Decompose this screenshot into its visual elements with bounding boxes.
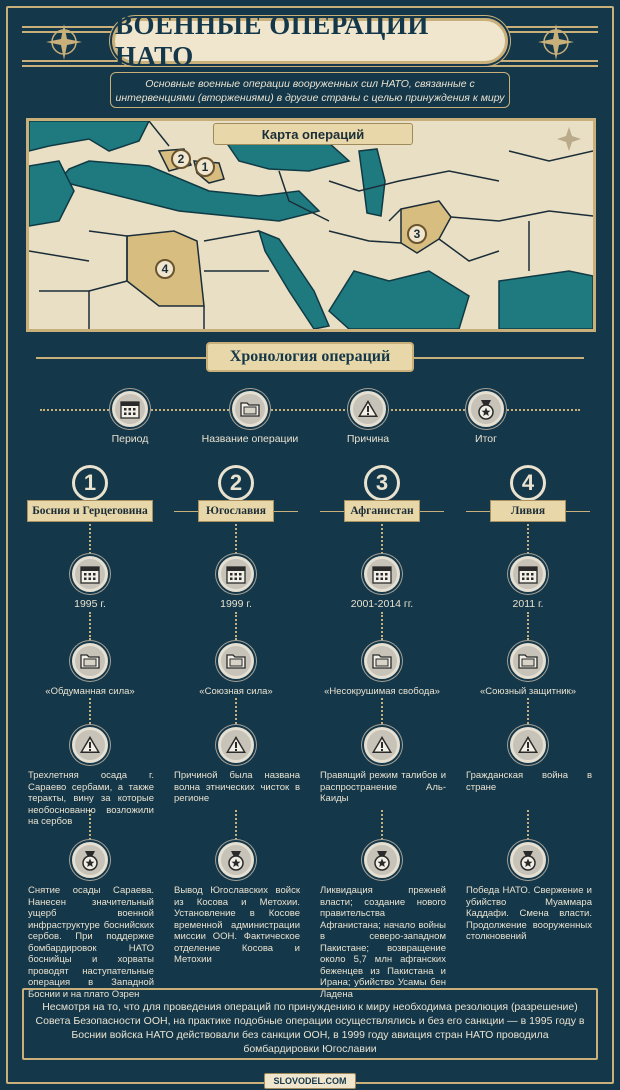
operation-name: «Союзная сила» xyxy=(199,686,273,697)
operation-reason: Трехлетняя осада г. Сараево сербами, а также теракты, вину за которые необоснованно возложили на сербов xyxy=(28,770,154,827)
legend-label: Период xyxy=(111,433,149,445)
dotted-connector xyxy=(235,612,237,640)
folder-icon xyxy=(510,643,546,679)
title-banner xyxy=(112,10,508,71)
dotted-connector xyxy=(527,524,529,554)
warning-icon xyxy=(218,727,254,763)
folder-icon xyxy=(364,643,400,679)
calendar-icon xyxy=(112,391,148,427)
star-medal-icon xyxy=(72,842,108,878)
map-marker-3: 3 xyxy=(407,224,427,244)
site-credit: SLOVODEL.COM xyxy=(264,1073,356,1089)
page-subtitle: Основные военные операции вооруженных сил НАТО, связанные с интервенциями (вторжениями) в другие страны с целью принуждения к миру xyxy=(110,72,510,108)
country-label: Ливия xyxy=(490,500,566,522)
country-label: Босния и Герцеговина xyxy=(27,500,153,522)
country-label: Афганистан xyxy=(344,500,420,522)
operation-result: Вывод Югославских войск из Косова и Метохии. Установление в Косове временной администрации миссии ООН. Фактическое отделение Косова и Метохии xyxy=(174,885,300,965)
compass-star-icon xyxy=(536,22,576,62)
legend-label: Название операции xyxy=(201,433,299,445)
operation-reason: Гражданская война в стране xyxy=(466,770,592,793)
operation-number: 2 xyxy=(218,465,254,501)
dotted-connector xyxy=(89,698,91,724)
map-marker-2: 2 xyxy=(171,149,191,169)
calendar-icon xyxy=(510,556,546,592)
page-title: ВОЕННЫЕ ОПЕРАЦИИ НАТО xyxy=(115,10,429,71)
dotted-connector xyxy=(235,810,237,840)
folder-icon xyxy=(72,643,108,679)
dotted-connector xyxy=(89,524,91,554)
compass-star-icon xyxy=(44,22,84,62)
legend-label: Причина xyxy=(346,433,390,445)
operation-reason: Правящий режим талибов и распространение Аль-Каиды xyxy=(320,770,446,804)
operation-number: 4 xyxy=(510,465,546,501)
operation-period: 1999 г. xyxy=(220,598,252,610)
country-label: Югославия xyxy=(198,500,274,522)
dotted-connector xyxy=(235,698,237,724)
map-marker-1: 1 xyxy=(195,157,215,177)
operation-reason: Причиной была названа волна этнических чисток в регионе xyxy=(174,770,300,804)
warning-icon xyxy=(364,727,400,763)
operation-name: «Обдуманная сила» xyxy=(45,686,135,697)
warning-icon xyxy=(350,391,386,427)
map-marker-4: 4 xyxy=(155,259,175,279)
legend-label: Итог xyxy=(475,433,497,445)
dotted-connector xyxy=(527,698,529,724)
operation-name: «Союзный защитник» xyxy=(479,686,577,697)
folder-icon xyxy=(218,643,254,679)
warning-icon xyxy=(72,727,108,763)
calendar-icon xyxy=(364,556,400,592)
warning-icon xyxy=(510,727,546,763)
star-medal-icon xyxy=(468,391,504,427)
operation-number: 1 xyxy=(72,465,108,501)
footer-note: Несмотря на то, что для проведения операций по принуждению к миру необходима резолюция (разрешение) Совета Безопасности ООН, на практике подобные операции осуществлялись и без его санкции — в 1995 году в Боснии войска НАТО действовали без санкции ООН, в 1999 году авиация стран НАТО проводила бомбардировки Югославии xyxy=(22,988,598,1060)
operation-result: Победа НАТО. Свержение и убийство Муаммара Каддафи. Смена власти. Продолжение вооруженных столкновений xyxy=(466,885,592,942)
star-medal-icon xyxy=(218,842,254,878)
star-medal-icon xyxy=(364,842,400,878)
star-medal-icon xyxy=(510,842,546,878)
folder-icon xyxy=(232,391,268,427)
operation-period: 2001-2014 гг. xyxy=(350,598,414,610)
dotted-connector xyxy=(381,612,383,640)
dotted-connector xyxy=(381,698,383,724)
map-graphic xyxy=(29,121,593,329)
dotted-connector xyxy=(527,810,529,840)
dotted-connector xyxy=(381,524,383,554)
dotted-connector xyxy=(235,524,237,554)
chronology-title: Хронология операций xyxy=(206,342,414,372)
operation-period: 1995 г. xyxy=(74,598,106,610)
dotted-connector xyxy=(89,612,91,640)
calendar-icon xyxy=(72,556,108,592)
operation-name: «Несокрушимая свобода» xyxy=(324,686,440,697)
operation-result: Ликвидация прежней власти; создание нового правительства Афганистана; начало войны в северо-западном Пакистане; возвращение около 5,7 млн афганских беженцев из Пакистана и Ирана; убийство Усамы бен Ладена xyxy=(320,885,446,1000)
dotted-connector xyxy=(381,810,383,840)
operation-number: 3 xyxy=(364,465,400,501)
dotted-connector xyxy=(527,612,529,640)
map-label: Карта операций xyxy=(213,123,413,145)
calendar-icon xyxy=(218,556,254,592)
operation-period: 2011 г. xyxy=(512,598,544,610)
operation-result: Снятие осады Сараева. Нанесен значительный ущерб военной инфраструктуре боснийских сербов. При поддержке бомбардировок НАТО боснийцы и хорваты проводят наступательные операция в Западной Боснии и на плато Озрен xyxy=(28,885,154,1000)
operations-map xyxy=(26,118,596,332)
